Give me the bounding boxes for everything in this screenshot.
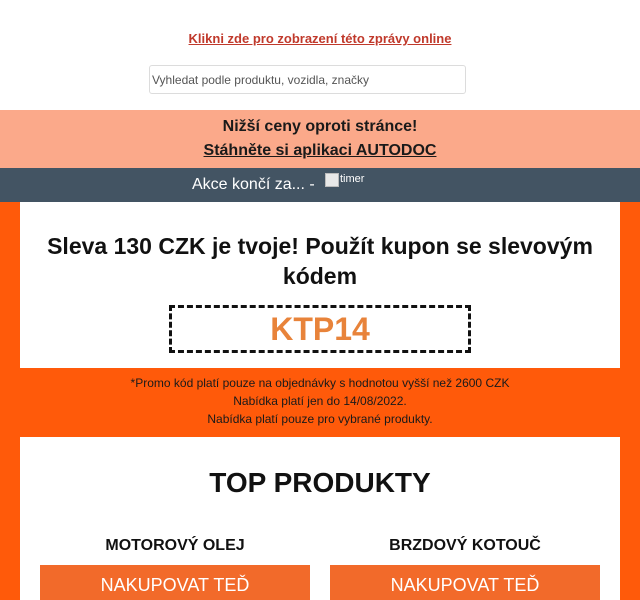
promo-terms [0,374,640,428]
offer-ends-text: Akce končí za... - [192,176,315,193]
view-online-link[interactable]: Klikni zde pro zobrazení této zprávy online [188,31,452,46]
timer-image-alt: timer [340,173,365,185]
coupon-code: KTP14 [270,311,370,347]
app-promo-banner [0,110,640,168]
shop-now-button-motor-oil[interactable]: NAKUPOVAT TEĎ [40,565,310,600]
countdown-bar [0,168,640,202]
terms-line: *Promo kód platí pouze na objednávky s hodnotou vyšší než 2600 CZK [130,376,510,390]
terms-line: Nabídka platí pouze pro vybrané produkty. [207,412,433,426]
timer-image [325,173,364,187]
shop-now-button-brake-disc[interactable]: NAKUPOVAT TEĎ [330,565,600,600]
download-app-link[interactable]: Stáhněte si aplikaci AUTODOC [203,142,437,159]
coupon-headline: Sleva 130 CZK je tvoje! Použít kupon se slevovým kódem [47,233,593,289]
search-input[interactable] [149,65,466,94]
product-name-brake-disc: BRZDOVÝ KOTOUČ [389,537,541,554]
top-products-title: TOP PRODUKTY [209,467,431,498]
coupon-code-box[interactable] [169,305,471,353]
product-name-motor-oil: MOTOROVÝ OLEJ [105,537,245,554]
lower-prices-text: Nižší ceny oproti stránce! [222,118,418,135]
terms-line: Nabídka platí jen do 14/08/2022. [233,394,407,408]
broken-image-icon [325,173,339,187]
